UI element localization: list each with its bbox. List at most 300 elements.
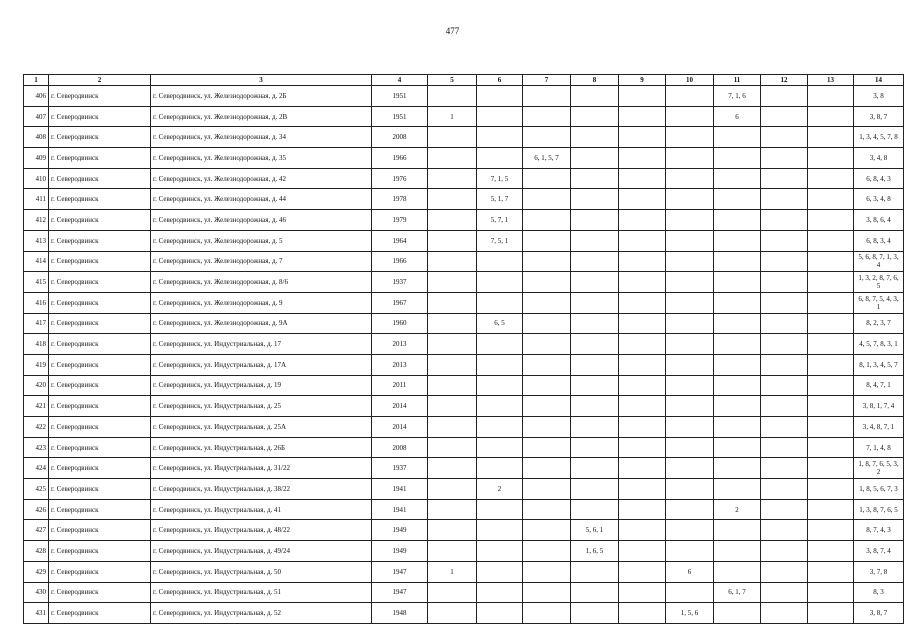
table-cell-col-9	[619, 458, 666, 479]
table-cell-col-8	[571, 334, 619, 355]
table-row	[24, 86, 904, 107]
table-cell-col-2: г. Северодвинск	[49, 396, 151, 417]
table-cell-col-13	[808, 86, 854, 107]
table-row	[24, 479, 904, 500]
table-cell-col-9	[619, 375, 666, 396]
table-cell-col-3: г. Северодвинск, ул. Индустриальная, д. 41	[151, 499, 372, 520]
table-cell-col-10	[666, 292, 714, 313]
table-cell-col-6	[477, 148, 523, 169]
table-cell-col-4: 2011	[372, 375, 428, 396]
table-cell-col-10	[666, 396, 714, 417]
table-cell-col-5: 1	[428, 561, 477, 582]
table-row	[24, 520, 904, 541]
table-cell-col-11	[714, 417, 761, 438]
table-cell-col-5	[428, 251, 477, 272]
table-cell-col-9	[619, 603, 666, 624]
table-cell-col-1: 415	[24, 272, 49, 293]
table-cell-col-11	[714, 375, 761, 396]
table-cell-col-6: 5, 7, 1	[477, 210, 523, 231]
table-cell-col-2: г. Северодвинск	[49, 86, 151, 107]
table-cell-col-11	[714, 396, 761, 417]
table-row	[24, 189, 904, 210]
table-cell-col-7	[523, 189, 571, 210]
table-cell-col-1: 425	[24, 479, 49, 500]
table-cell-col-14: 6, 8, 4, 3	[854, 168, 904, 189]
table-cell-col-5	[428, 168, 477, 189]
table-cell-col-12	[761, 251, 808, 272]
table-cell-col-14: 3, 8, 6, 4	[854, 210, 904, 231]
table-cell-col-12	[761, 458, 808, 479]
table-row	[24, 354, 904, 375]
table-cell-col-6	[477, 251, 523, 272]
table-cell-col-5	[428, 499, 477, 520]
table-row	[24, 334, 904, 355]
table-cell-col-5	[428, 582, 477, 603]
table-cell-col-10	[666, 230, 714, 251]
table-cell-col-10	[666, 437, 714, 458]
table-cell-col-11: 7, 1, 6	[714, 86, 761, 107]
table-cell-col-12	[761, 334, 808, 355]
table-cell-col-8	[571, 396, 619, 417]
table-cell-col-4: 1949	[372, 520, 428, 541]
column-header: 1	[24, 75, 49, 86]
table-cell-col-1: 410	[24, 168, 49, 189]
table-cell-col-12	[761, 541, 808, 562]
table-cell-col-14: 4, 5, 7, 8, 3, 1	[854, 334, 904, 355]
table-cell-col-5	[428, 210, 477, 231]
table-cell-col-13	[808, 334, 854, 355]
table-cell-col-4: 1966	[372, 251, 428, 272]
table-cell-col-3: г. Северодвинск, ул. Индустриальная, д. 49/24	[151, 541, 372, 562]
table-cell-col-11	[714, 603, 761, 624]
table-cell-col-9	[619, 313, 666, 334]
column-header: 12	[761, 75, 808, 86]
table-row	[24, 272, 904, 293]
table-cell-col-8	[571, 375, 619, 396]
table-cell-col-13	[808, 561, 854, 582]
table-cell-col-6	[477, 520, 523, 541]
table-cell-col-14: 3, 8	[854, 86, 904, 107]
table-cell-col-12	[761, 354, 808, 375]
table-cell-col-9	[619, 168, 666, 189]
table-cell-col-4: 1947	[372, 582, 428, 603]
table-cell-col-13	[808, 375, 854, 396]
column-header: 8	[571, 75, 619, 86]
table-cell-col-1: 430	[24, 582, 49, 603]
table-cell-col-3: г. Северодвинск, ул. Железнодорожная, д. 2Б	[151, 86, 372, 107]
table-row	[24, 603, 904, 624]
table-cell-col-2: г. Северодвинск	[49, 437, 151, 458]
table-cell-col-4: 2008	[372, 437, 428, 458]
table-cell-col-5	[428, 230, 477, 251]
table-cell-col-14: 1, 3, 8, 7, 6, 5	[854, 499, 904, 520]
table-row	[24, 541, 904, 562]
table-cell-col-13	[808, 148, 854, 169]
table-cell-col-11	[714, 520, 761, 541]
table-cell-col-5	[428, 396, 477, 417]
page-number: 477	[445, 26, 460, 36]
table-cell-col-1: 431	[24, 603, 49, 624]
column-header: 4	[372, 75, 428, 86]
table-cell-col-6	[477, 541, 523, 562]
table-cell-col-13	[808, 272, 854, 293]
table-row	[24, 106, 904, 127]
data-table	[23, 74, 904, 624]
column-header: 6	[477, 75, 523, 86]
table-cell-col-8	[571, 479, 619, 500]
table-cell-col-4: 1979	[372, 210, 428, 231]
table-cell-col-14: 1, 8, 5, 6, 7, 3	[854, 479, 904, 500]
table-row	[24, 499, 904, 520]
table-cell-col-13	[808, 354, 854, 375]
table-cell-col-2: г. Северодвинск	[49, 230, 151, 251]
table-cell-col-12	[761, 168, 808, 189]
table-cell-col-13	[808, 396, 854, 417]
table-cell-col-10	[666, 458, 714, 479]
table-cell-col-10	[666, 86, 714, 107]
table-cell-col-1: 426	[24, 499, 49, 520]
table-row	[24, 251, 904, 272]
table-cell-col-9	[619, 520, 666, 541]
table-cell-col-6	[477, 86, 523, 107]
table-cell-col-9	[619, 189, 666, 210]
table-cell-col-7	[523, 603, 571, 624]
table-cell-col-14: 1, 8, 7, 6, 5, 3, 2	[854, 458, 904, 479]
table-cell-col-7	[523, 354, 571, 375]
table-cell-col-8	[571, 230, 619, 251]
table-cell-col-11	[714, 272, 761, 293]
table-cell-col-7: 6, 1, 5, 7	[523, 148, 571, 169]
table-cell-col-5	[428, 86, 477, 107]
table-cell-col-12	[761, 499, 808, 520]
table-cell-col-4: 2014	[372, 396, 428, 417]
table-cell-col-5	[428, 127, 477, 148]
table-cell-col-7	[523, 168, 571, 189]
table-cell-col-9	[619, 561, 666, 582]
table-cell-col-14: 8, 3	[854, 582, 904, 603]
table-cell-col-3: г. Северодвинск, ул. Индустриальная, д. 19	[151, 375, 372, 396]
table-cell-col-7	[523, 499, 571, 520]
table-cell-col-12	[761, 127, 808, 148]
table-cell-col-14: 1, 3, 4, 5, 7, 8	[854, 127, 904, 148]
table-cell-col-7	[523, 292, 571, 313]
table-cell-col-10: 1, 5, 6	[666, 603, 714, 624]
table-cell-col-9	[619, 334, 666, 355]
table-cell-col-2: г. Северодвинск	[49, 520, 151, 541]
table-cell-col-1: 412	[24, 210, 49, 231]
table-cell-col-2: г. Северодвинск	[49, 458, 151, 479]
table-cell-col-2: г. Северодвинск	[49, 189, 151, 210]
table-cell-col-1: 414	[24, 251, 49, 272]
table-cell-col-11	[714, 210, 761, 231]
table-cell-col-10	[666, 272, 714, 293]
table-cell-col-13	[808, 582, 854, 603]
table-cell-col-6	[477, 396, 523, 417]
table-cell-col-1: 408	[24, 127, 49, 148]
table-cell-col-9	[619, 127, 666, 148]
column-header: 3	[151, 75, 372, 86]
table-cell-col-8	[571, 582, 619, 603]
table-cell-col-4: 1964	[372, 230, 428, 251]
table-cell-col-8	[571, 148, 619, 169]
table-cell-col-6	[477, 499, 523, 520]
table-cell-col-9	[619, 86, 666, 107]
table-cell-col-14: 7, 1, 4, 8	[854, 437, 904, 458]
table-cell-col-11	[714, 251, 761, 272]
table-cell-col-7	[523, 334, 571, 355]
table-cell-col-8	[571, 86, 619, 107]
table-cell-col-14: 5, 6, 8, 7, 1, 3, 4	[854, 251, 904, 272]
table-cell-col-12	[761, 375, 808, 396]
table-cell-col-5	[428, 417, 477, 438]
table-cell-col-5	[428, 272, 477, 293]
table-cell-col-4: 2014	[372, 417, 428, 438]
table-row	[24, 458, 904, 479]
table-cell-col-1: 406	[24, 86, 49, 107]
table-cell-col-10	[666, 354, 714, 375]
table-cell-col-14: 3, 8, 7	[854, 106, 904, 127]
table-cell-col-8	[571, 292, 619, 313]
table-cell-col-7	[523, 86, 571, 107]
table-cell-col-1: 419	[24, 354, 49, 375]
table-cell-col-7	[523, 251, 571, 272]
table-cell-col-4: 1951	[372, 86, 428, 107]
table-cell-col-6: 2	[477, 479, 523, 500]
table-cell-col-6	[477, 582, 523, 603]
table-cell-col-7	[523, 313, 571, 334]
table-cell-col-11	[714, 458, 761, 479]
table-cell-col-4: 1978	[372, 189, 428, 210]
table-row	[24, 168, 904, 189]
column-header: 10	[666, 75, 714, 86]
table-cell-col-6	[477, 561, 523, 582]
table-cell-col-8: 5, 6, 1	[571, 520, 619, 541]
table-cell-col-12	[761, 417, 808, 438]
table-cell-col-14: 8, 2, 3, 7	[854, 313, 904, 334]
table-cell-col-14: 8, 7, 4, 3	[854, 520, 904, 541]
table-row	[24, 127, 904, 148]
table-cell-col-13	[808, 210, 854, 231]
table-cell-col-2: г. Северодвинск	[49, 375, 151, 396]
table-cell-col-9	[619, 396, 666, 417]
table-cell-col-1: 423	[24, 437, 49, 458]
table-row	[24, 437, 904, 458]
table-cell-col-13	[808, 168, 854, 189]
table-cell-col-9	[619, 106, 666, 127]
table-cell-col-9	[619, 499, 666, 520]
table-cell-col-6	[477, 106, 523, 127]
table-cell-col-8	[571, 210, 619, 231]
table-cell-col-11	[714, 479, 761, 500]
table-cell-col-9	[619, 148, 666, 169]
table-cell-col-7	[523, 396, 571, 417]
table-cell-col-11	[714, 189, 761, 210]
table-cell-col-7	[523, 479, 571, 500]
column-header: 9	[619, 75, 666, 86]
table-cell-col-12	[761, 148, 808, 169]
table-cell-col-7	[523, 230, 571, 251]
table-cell-col-10	[666, 127, 714, 148]
table-body	[24, 86, 904, 624]
table-cell-col-10	[666, 189, 714, 210]
table-cell-col-2: г. Северодвинск	[49, 354, 151, 375]
table-cell-col-12	[761, 292, 808, 313]
table-cell-col-6: 6, 5	[477, 313, 523, 334]
table-cell-col-7	[523, 520, 571, 541]
table-cell-col-14: 6, 8, 3, 4	[854, 230, 904, 251]
table-cell-col-3: г. Северодвинск, ул. Индустриальная, д. 52	[151, 603, 372, 624]
table-cell-col-3: г. Северодвинск, ул. Индустриальная, д. 26Б	[151, 437, 372, 458]
table-cell-col-10	[666, 479, 714, 500]
table-cell-col-4: 1937	[372, 272, 428, 293]
table-cell-col-10	[666, 210, 714, 231]
table-cell-col-10	[666, 541, 714, 562]
table-cell-col-2: г. Северодвинск	[49, 561, 151, 582]
table-cell-col-11	[714, 541, 761, 562]
table-cell-col-8	[571, 189, 619, 210]
table-cell-col-6: 7, 1, 5	[477, 168, 523, 189]
table-cell-col-14: 3, 8, 1, 7, 4	[854, 396, 904, 417]
table-cell-col-4: 1948	[372, 603, 428, 624]
table-cell-col-11	[714, 168, 761, 189]
table-cell-col-2: г. Северодвинск	[49, 313, 151, 334]
table-cell-col-8: 1, 6, 5	[571, 541, 619, 562]
table-cell-col-4: 1937	[372, 458, 428, 479]
table-cell-col-1: 420	[24, 375, 49, 396]
table-cell-col-4: 1941	[372, 499, 428, 520]
table-cell-col-10	[666, 168, 714, 189]
table-cell-col-4: 1960	[372, 313, 428, 334]
table-cell-col-10	[666, 582, 714, 603]
table-cell-col-3: г. Северодвинск, ул. Индустриальная, д. 51	[151, 582, 372, 603]
table-cell-col-13	[808, 313, 854, 334]
table-cell-col-6: 5, 1, 7	[477, 189, 523, 210]
table-cell-col-4: 2013	[372, 334, 428, 355]
table-cell-col-13	[808, 106, 854, 127]
table-cell-col-14: 3, 4, 8	[854, 148, 904, 169]
column-header: 5	[428, 75, 477, 86]
table-cell-col-5	[428, 520, 477, 541]
table-cell-col-11: 6	[714, 106, 761, 127]
table-cell-col-1: 428	[24, 541, 49, 562]
table-cell-col-5	[428, 458, 477, 479]
table-cell-col-12	[761, 396, 808, 417]
table-cell-col-5	[428, 292, 477, 313]
table-cell-col-5: 1	[428, 106, 477, 127]
table-cell-col-11	[714, 292, 761, 313]
table-cell-col-3: г. Северодвинск, ул. Железнодорожная, д. 8/6	[151, 272, 372, 293]
table-cell-col-3: г. Северодвинск, ул. Железнодорожная, д. 42	[151, 168, 372, 189]
table-cell-col-10	[666, 334, 714, 355]
table-cell-col-10	[666, 417, 714, 438]
table-cell-col-7	[523, 272, 571, 293]
table-cell-col-10	[666, 499, 714, 520]
table-cell-col-14: 6, 8, 7, 5, 4, 3, 1	[854, 292, 904, 313]
table-cell-col-7	[523, 210, 571, 231]
table-cell-col-7	[523, 417, 571, 438]
table-cell-col-2: г. Северодвинск	[49, 292, 151, 313]
header-row	[24, 75, 904, 86]
table-cell-col-8	[571, 603, 619, 624]
table-cell-col-10	[666, 251, 714, 272]
table-cell-col-4: 1967	[372, 292, 428, 313]
table-cell-col-9	[619, 354, 666, 375]
table-cell-col-6	[477, 334, 523, 355]
table-cell-col-11	[714, 334, 761, 355]
table-cell-col-10	[666, 148, 714, 169]
table-cell-col-1: 424	[24, 458, 49, 479]
table-cell-col-7	[523, 127, 571, 148]
table-cell-col-2: г. Северодвинск	[49, 251, 151, 272]
table-cell-col-5	[428, 334, 477, 355]
table-cell-col-2: г. Северодвинск	[49, 479, 151, 500]
table-cell-col-9	[619, 292, 666, 313]
table-cell-col-8	[571, 499, 619, 520]
table-cell-col-12	[761, 313, 808, 334]
table-cell-col-11	[714, 148, 761, 169]
table-cell-col-2: г. Северодвинск	[49, 582, 151, 603]
table-cell-col-12	[761, 106, 808, 127]
table-cell-col-8	[571, 561, 619, 582]
table-cell-col-12	[761, 479, 808, 500]
column-header: 7	[523, 75, 571, 86]
table-cell-col-3: г. Северодвинск, ул. Железнодорожная, д. 5	[151, 230, 372, 251]
table-cell-col-8	[571, 106, 619, 127]
table-cell-col-1: 409	[24, 148, 49, 169]
table-cell-col-12	[761, 272, 808, 293]
table-cell-col-3: г. Северодвинск, ул. Железнодорожная, д. 7	[151, 251, 372, 272]
table-cell-col-9	[619, 251, 666, 272]
table-cell-col-2: г. Северодвинск	[49, 106, 151, 127]
table-cell-col-11: 2	[714, 499, 761, 520]
table-cell-col-3: г. Северодвинск, ул. Индустриальная, д. 50	[151, 561, 372, 582]
table-cell-col-13	[808, 437, 854, 458]
table-cell-col-6	[477, 437, 523, 458]
table-row	[24, 396, 904, 417]
table-row	[24, 561, 904, 582]
table-row	[24, 292, 904, 313]
table-cell-col-9	[619, 437, 666, 458]
table-cell-col-11	[714, 354, 761, 375]
table-cell-col-5	[428, 603, 477, 624]
table-cell-col-6: 7, 5, 1	[477, 230, 523, 251]
table-cell-col-8	[571, 251, 619, 272]
table-cell-col-13	[808, 189, 854, 210]
table-cell-col-3: г. Северодвинск, ул. Индустриальная, д. 25	[151, 396, 372, 417]
table-cell-col-13	[808, 520, 854, 541]
table-cell-col-11: 6, 1, 7	[714, 582, 761, 603]
table-cell-col-2: г. Северодвинск	[49, 272, 151, 293]
table-cell-col-3: г. Северодвинск, ул. Индустриальная, д. 17А	[151, 354, 372, 375]
table-cell-col-10: 6	[666, 561, 714, 582]
table-cell-col-7	[523, 106, 571, 127]
table-cell-col-14: 3, 7, 8	[854, 561, 904, 582]
table-cell-col-6	[477, 292, 523, 313]
table-cell-col-3: г. Северодвинск, ул. Железнодорожная, д. 9	[151, 292, 372, 313]
table-cell-col-12	[761, 230, 808, 251]
table-cell-col-3: г. Северодвинск, ул. Железнодорожная, д. 2В	[151, 106, 372, 127]
table-cell-col-8	[571, 272, 619, 293]
table-cell-col-2: г. Северодвинск	[49, 148, 151, 169]
table-cell-col-3: г. Северодвинск, ул. Железнодорожная, д. 44	[151, 189, 372, 210]
table-cell-col-1: 427	[24, 520, 49, 541]
table-cell-col-2: г. Северодвинск	[49, 210, 151, 231]
table-cell-col-7	[523, 561, 571, 582]
column-header: 11	[714, 75, 761, 86]
table-cell-col-9	[619, 582, 666, 603]
table-cell-col-13	[808, 417, 854, 438]
table-cell-col-4: 1949	[372, 541, 428, 562]
